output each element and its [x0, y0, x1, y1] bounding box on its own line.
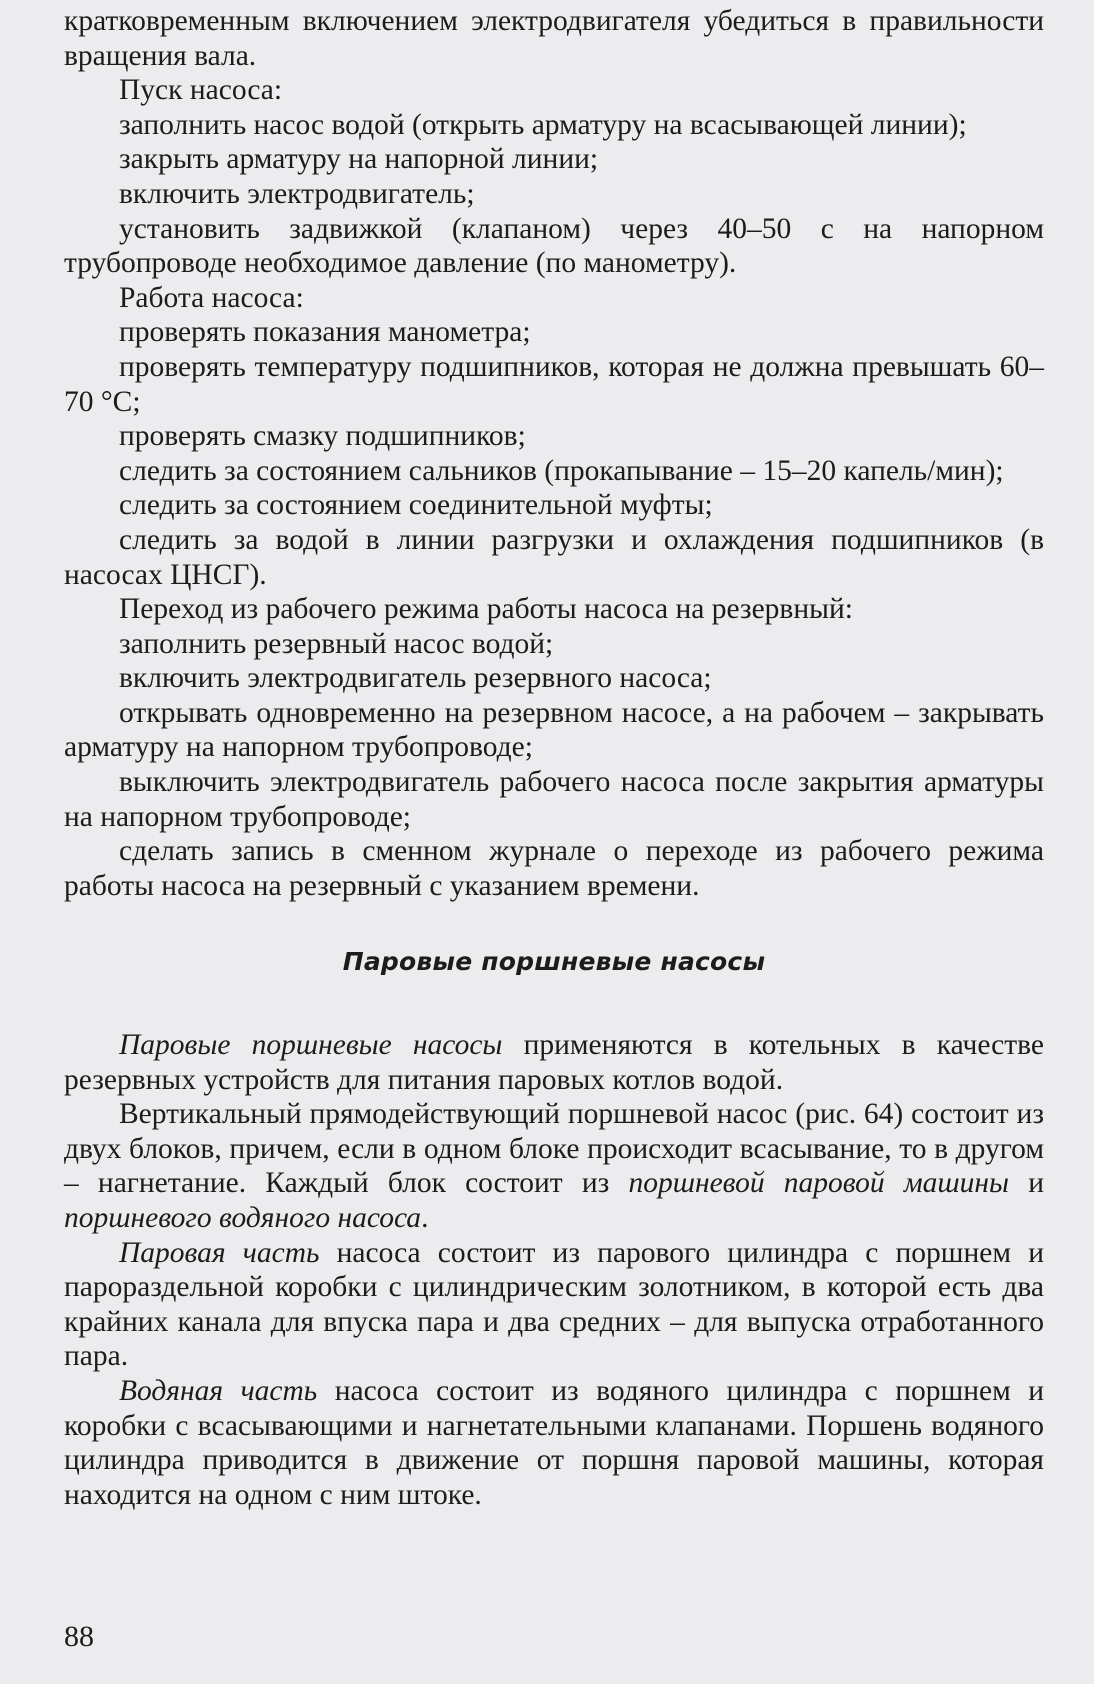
list-item: следить за состоянием сальников (прокапывание – 15–20 капель/мин); [119, 454, 1004, 487]
list-item: включить электродвигатель; [119, 177, 475, 210]
list-item: проверять показания манометра; [119, 316, 531, 349]
list-item: заполнить насос водой (открыть арматуру на всасывающей линии); [119, 108, 967, 141]
paragraph [64, 1236, 1044, 1374]
list-item: заполнить резервный насос водой; [119, 627, 554, 660]
list-item: следить за водой в линии разгрузки и охлаждения подшипников (в насосах ЦНСГ). [64, 523, 1044, 591]
paragraph-text: . [421, 1202, 429, 1234]
page-number: 88 [64, 1620, 94, 1653]
italic-term: Паровые поршневые насосы [119, 1029, 503, 1062]
paragraph [64, 1374, 1044, 1512]
paragraph: Пуск насоса: [119, 74, 283, 107]
list-item: включить электродвигатель резервного насоса; [119, 662, 712, 695]
section-heading: Паровые поршневые насосы [342, 947, 766, 977]
list-item: выключить электродвигатель рабочего насоса после закрытия арматуры на напорном трубопроводе; [64, 766, 1044, 833]
italic-term: Паровая часть [119, 1236, 320, 1269]
paragraph: Работа насоса: [119, 281, 304, 314]
list-item: проверять смазку подшипников; [119, 420, 526, 453]
paragraph [64, 1028, 1044, 1097]
paragraph: Переход из рабочего режима работы насоса на резервный: [119, 593, 853, 626]
list-item: следить за состоянием соединительной муфты; [119, 489, 713, 522]
list-item: установить задвижкой (клапаном) через 40–50 с на напорном трубопроводе необходимое давление (по манометру). [64, 212, 1044, 280]
list-item: проверять температуру подшипников, которая не должна превышать 60–70 °C; [64, 350, 1044, 418]
italic-term: поршневой паровой машины [628, 1167, 1010, 1200]
page-text [64, 4, 1044, 1512]
list-item: сделать запись в сменном журнале о переходе из рабочего режима работы насоса на резервный с указанием времени. [64, 835, 1044, 902]
paragraph [64, 1097, 1044, 1235]
list-item: закрыть арматуру на напорной линии; [119, 143, 599, 176]
paragraph-text: насоса состоит из парового цилиндра с поршнем и парораздельной коробки с цилиндрическим золотником, в которой есть два крайних канала для впуска пара и два средних – для выпуска отработанного пара. [64, 1236, 1044, 1373]
italic-term: поршневого водяного насоса [64, 1202, 422, 1234]
list-item: открывать одновременно на резервном насосе, а на рабочем – закрывать арматуру на напорном трубопроводе; [64, 696, 1044, 764]
paragraph-text: Вертикальный прямодействующий поршневой насос (рис. 64) состоит из двух блоков, причем, если в одном блоке происходит всасывание, то в другом – нагнетание. Каждый блок состоит из [64, 1098, 1044, 1200]
paragraph: кратковременным включением электродвигателя убедиться в правильности вращения вала. [64, 5, 1044, 72]
paragraph-text: насоса состоит из водяного цилиндра с поршнем и коробки с всасывающими и нагнетательными клапанами. Поршень водяного цилиндра приводится в движение от поршня паровой машины, которая находится на одном с ним штоке. [64, 1374, 1045, 1511]
paragraph-text: и [1009, 1167, 1044, 1200]
paragraph-text: применяются в котельных в качестве резервных устройств для питания паровых котлов водой. [64, 1029, 1045, 1096]
italic-term: Водяная часть [119, 1374, 318, 1407]
